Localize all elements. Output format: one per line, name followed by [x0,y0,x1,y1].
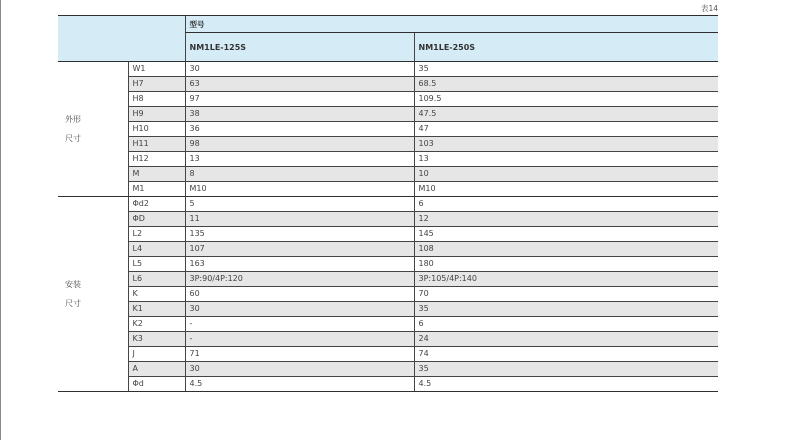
value-cell-250s: 70 [414,287,718,302]
value-cell-250s: 13 [414,152,718,167]
table-row [58,317,718,332]
param-cell: K2 [128,317,185,332]
table-number: 表14 [700,4,718,13]
group-label-cell [58,62,128,197]
value-cell-250s: 4.5 [414,377,718,392]
table-body [58,62,718,392]
value-cell-250s: 10 [414,167,718,182]
value-cell-125s: 97 [185,92,414,107]
value-cell-125s: 5 [185,197,414,212]
value-cell-250s: 74 [414,347,718,362]
param-cell: H8 [128,92,185,107]
model-label-header: 型号 [185,16,718,33]
param-cell: H11 [128,137,185,152]
value-cell-125s: 63 [185,77,414,92]
value-cell-250s: 6 [414,317,718,332]
value-cell-250s: 145 [414,227,718,242]
table-row [58,347,718,362]
table-row [58,167,718,182]
param-cell: K3 [128,332,185,347]
window-left-edge [0,0,1,440]
value-cell-125s: 107 [185,242,414,257]
value-cell-125s: 60 [185,287,414,302]
value-cell-250s: 12 [414,212,718,227]
header-corner-cell [58,16,185,62]
param-cell: ΦD [128,212,185,227]
table-row [58,122,718,137]
value-cell-125s: 98 [185,137,414,152]
model-header-125s: NM1LE-125S [185,33,414,62]
value-cell-250s: 68.5 [414,77,718,92]
value-cell-250s: 103 [414,137,718,152]
table-row [58,107,718,122]
value-cell-125s: 3P:90/4P:120 [185,272,414,287]
param-cell: M [128,167,185,182]
value-cell-250s: 6 [414,197,718,212]
table-row [58,227,718,242]
value-cell-250s: 180 [414,257,718,272]
value-cell-125s: 135 [185,227,414,242]
value-cell-125s: - [185,332,414,347]
table-row [58,302,718,317]
value-cell-125s: - [185,317,414,332]
value-cell-125s: 13 [185,152,414,167]
value-cell-250s: M10 [414,182,718,197]
table-row [58,182,718,197]
param-cell: M1 [128,182,185,197]
param-cell: H12 [128,152,185,167]
dimension-table [58,15,718,392]
value-cell-125s: 36 [185,122,414,137]
value-cell-125s: 30 [185,362,414,377]
value-cell-250s: 3P:105/4P:140 [414,272,718,287]
table-row [58,62,718,77]
table-row [58,287,718,302]
value-cell-250s: 47.5 [414,107,718,122]
param-cell: W1 [128,62,185,77]
table-row [58,197,718,212]
value-cell-125s: 163 [185,257,414,272]
value-cell-250s: 35 [414,362,718,377]
table-row [58,332,718,347]
group-label-line: 尺寸 [65,134,81,143]
param-cell: Φd [128,377,185,392]
value-cell-125s: 71 [185,347,414,362]
group-label-cell [58,197,128,392]
value-cell-250s: 24 [414,332,718,347]
param-cell: L5 [128,257,185,272]
group-label-line: 尺寸 [65,299,81,308]
param-cell: Φd2 [128,197,185,212]
value-cell-125s: 8 [185,167,414,182]
model-header-250s: NM1LE-250S [414,33,718,62]
value-cell-125s: 11 [185,212,414,227]
value-cell-250s: 47 [414,122,718,137]
param-cell: H9 [128,107,185,122]
value-cell-125s: M10 [185,182,414,197]
header-row-model-label [58,16,718,33]
table-row [58,152,718,167]
value-cell-125s: 4.5 [185,377,414,392]
param-cell: K1 [128,302,185,317]
table-row [58,362,718,377]
table-row [58,377,718,392]
group-label-line: 安装 [65,280,81,289]
table-row [58,212,718,227]
value-cell-250s: 35 [414,302,718,317]
param-cell: A [128,362,185,377]
value-cell-250s: 35 [414,62,718,77]
param-cell: L4 [128,242,185,257]
value-cell-250s: 109.5 [414,92,718,107]
group-label-line: 外形 [65,115,81,124]
table-row [58,92,718,107]
param-cell: L6 [128,272,185,287]
param-cell: L2 [128,227,185,242]
table-row [58,137,718,152]
table-row [58,77,718,92]
value-cell-125s: 38 [185,107,414,122]
table-row [58,272,718,287]
table-row [58,242,718,257]
value-cell-125s: 30 [185,302,414,317]
param-cell: K [128,287,185,302]
param-cell: H10 [128,122,185,137]
param-cell: H7 [128,77,185,92]
table-row [58,257,718,272]
param-cell: J [128,347,185,362]
value-cell-125s: 30 [185,62,414,77]
value-cell-250s: 108 [414,242,718,257]
